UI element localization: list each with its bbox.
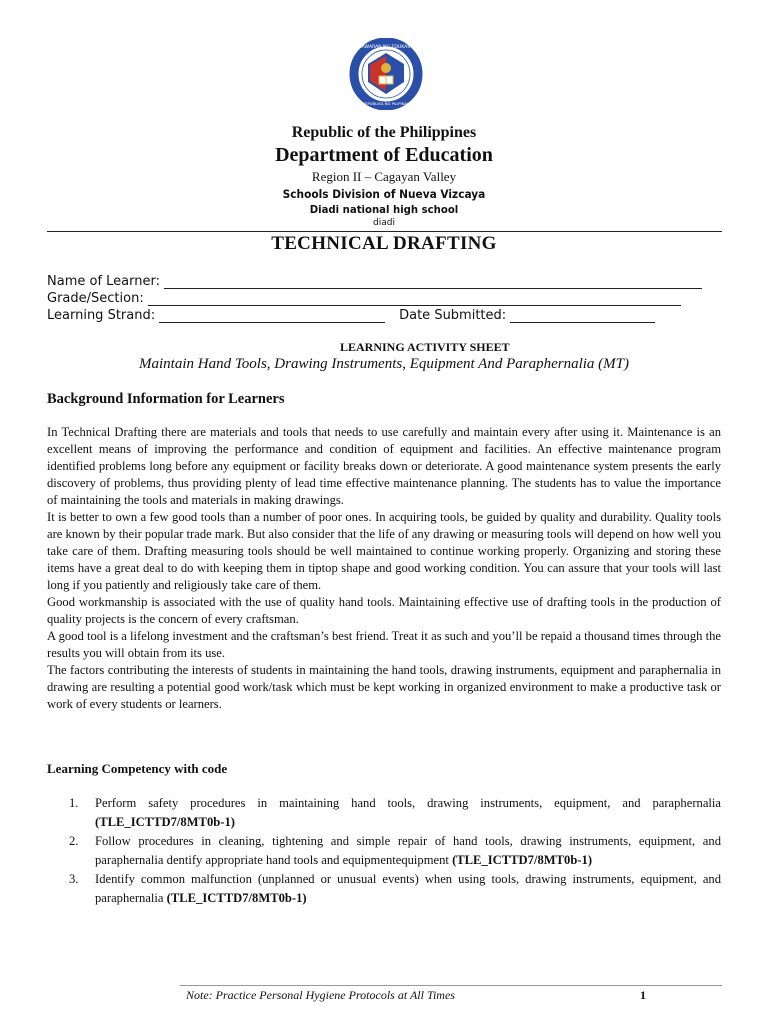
list-item-text: Follow procedures in cleaning, tightening and simple repair of hand tools, drawing instruments, equipment, and paraphernalia dentify appropriate hand tools and equipmentequipment	[95, 834, 721, 867]
strand-label: Learning Strand:	[47, 308, 156, 323]
grade-field-row	[47, 291, 681, 306]
strand-field[interactable]	[159, 310, 385, 323]
header-divider	[47, 231, 722, 232]
list-item-text: Identify common malfunction (unplanned or unusual events) when using tools, drawing instruments, equipment, and paraphernalia	[95, 872, 721, 905]
background-paragraph: In Technical Drafting there are materials and tools that needs to use carefully and maintain every after using it. Maintenance is an excellent means of improving the performance and condition of equipment and facilities. An effective maintenance program identified problems long before any equipment or facility breaks down or deteriorate. A good maintenance system presents the early discovery of problems, thus providing plenty of lead time effective maintenance planning. The students has to value the importance of maintaining the tools and materials in making drawings.	[47, 425, 721, 507]
background-paragraph: A good tool is a lifelong investment and the craftsman’s best friend. Treat it as such and you’ll be repaid a thousand times through the results you will obtain from its use.	[47, 629, 721, 660]
list-item-text: Perform safety procedures in maintaining hand tools, drawing instruments, equipment, and paraphernalia	[95, 796, 721, 810]
date-field[interactable]	[510, 310, 655, 323]
page-number: 1	[640, 988, 646, 1002]
competency-code: (TLE_ICTTD7/8MT0b-1)	[166, 891, 307, 905]
activity-subtitle: Maintain Hand Tools, Drawing Instruments, Equipment And Paraphernalia (MT)	[138, 356, 629, 372]
list-item-number: 1.	[69, 796, 79, 810]
region-line: Region II – Cagayan Valley	[311, 169, 457, 184]
grade-field[interactable]	[148, 293, 681, 306]
competency-code: (TLE_ICTTD7/8MT0b-1)	[452, 853, 593, 867]
date-label: Date Submitted:	[399, 308, 507, 323]
list-item	[47, 870, 721, 908]
name-field[interactable]	[164, 276, 702, 289]
competency-list	[47, 794, 721, 908]
grade-label: Grade/Section:	[47, 291, 144, 306]
seal-text-bottom: REPUBLIKA NG PILIPINAS	[362, 101, 410, 106]
background-paragraph: Good workmanship is associated with the use of quality hand tools. Maintaining effective use of drafting tools in the production of quality projects is the concern of every craftsman.	[47, 595, 721, 626]
footer-note: Note: Practice Personal Hygiene Protocols at All Times	[186, 988, 455, 1002]
list-item	[47, 832, 721, 870]
name-label: Name of Learner:	[47, 274, 160, 289]
background-paragraph: The factors contributing the interests of students in maintaining the hand tools, drawing instruments, equipment and paraphernalia in drawing are resulting a potential good work/task which must be kept working in organized environment to make a productive task or work of every students or learners.	[47, 663, 721, 711]
department-heading: Department of Education	[275, 144, 493, 166]
list-item-number: 2.	[69, 834, 79, 848]
republic-heading: Republic of the Philippines	[291, 124, 477, 141]
list-item	[47, 794, 721, 832]
background-heading: Background Information for Learners	[47, 391, 285, 407]
deped-seal-icon	[346, 38, 426, 110]
footer-divider	[180, 985, 722, 986]
division-line: Schools Division of Nueva Vizcaya	[282, 187, 486, 201]
name-field-row	[47, 274, 702, 289]
school-line: Diadi national high school	[309, 203, 459, 216]
list-item-number: 3.	[69, 872, 79, 886]
background-body	[47, 424, 721, 713]
strand-field-row	[47, 308, 655, 323]
seal-text-top: KAGAWARAN NG EDUKASYON	[352, 45, 420, 50]
activity-sheet-label: LEARNING ACTIVITY SHEET	[340, 340, 510, 354]
background-paragraph: It is better to own a few good tools than a number of poor ones. In acquiring tools, be guided by quality and durability. Quality tools are known by their popular trade mark. But also consider that the life of any drawing or measuring tools will depend on how well you take care of them. Drafting measuring tools should be well maintained to continue working properly. Organizing and storing these items have a great deal to do with keeping them in tiptop shape and good working condition. You can assure that your tools will last long if you patiently and religiously take care of them.	[47, 510, 721, 592]
page-title: TECHNICAL DRAFTING	[271, 233, 497, 254]
town-line: diadi	[373, 218, 395, 228]
competency-heading: Learning Competency with code	[47, 761, 228, 776]
competency-code: (TLE_ICTTD7/8MT0b-1)	[95, 815, 235, 829]
